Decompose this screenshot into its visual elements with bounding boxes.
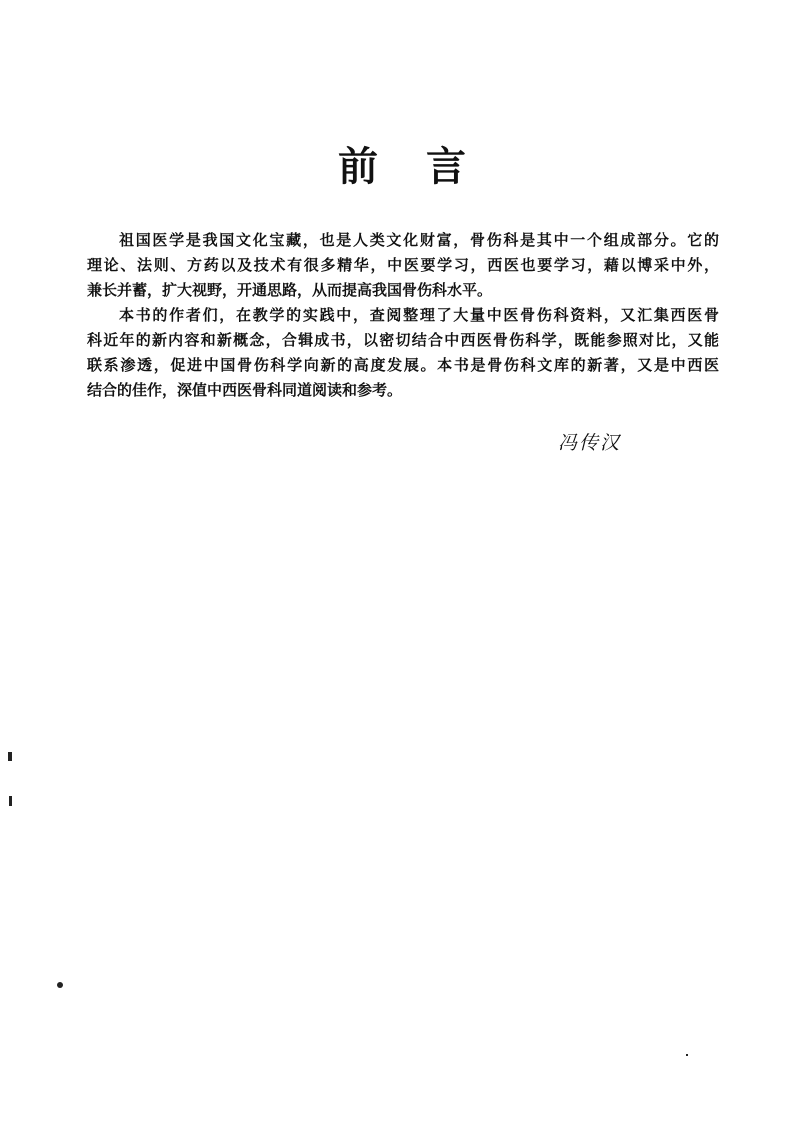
text-line: 科近年的新内容和新概念，合辑成书，以密切结合中西医骨伤科学，既能参照对比，又能 <box>87 331 719 349</box>
scan-speck <box>686 1054 688 1056</box>
paragraph <box>87 303 719 403</box>
text-line: 理论、法则、方药以及技术有很多精华，中医要学习，西医也要学习，藉以博采中外， <box>87 256 719 274</box>
text-line: 祖国医学是我国文化宝藏，也是人类文化财富，骨伤科是其中一个组成部分。它的 <box>119 231 719 249</box>
scan-speck <box>8 752 12 761</box>
signature: 冯传汉 <box>558 432 622 454</box>
title-char: 言 <box>426 143 466 190</box>
text-line: 兼长并蓄，扩大视野，开通思路，从而提高我国骨伤科水平。 <box>87 281 493 299</box>
scan-speck <box>57 982 63 988</box>
preface-body <box>87 228 719 403</box>
scan-speck <box>9 796 12 806</box>
title-char: 前 <box>338 143 378 190</box>
text-line: 结合的佳作，深值中西医骨科同道阅读和参考。 <box>87 381 403 399</box>
text-line: 联系渗透，促进中国骨伤科学向新的高度发展。本书是骨伤科文库的新著，又是中西医 <box>87 356 719 374</box>
text-line: 本书的作者们，在教学的实践中，查阅整理了大量中医骨伤科资料，又汇集西医骨 <box>119 306 719 324</box>
paragraph <box>87 228 719 303</box>
page-title <box>0 135 804 192</box>
